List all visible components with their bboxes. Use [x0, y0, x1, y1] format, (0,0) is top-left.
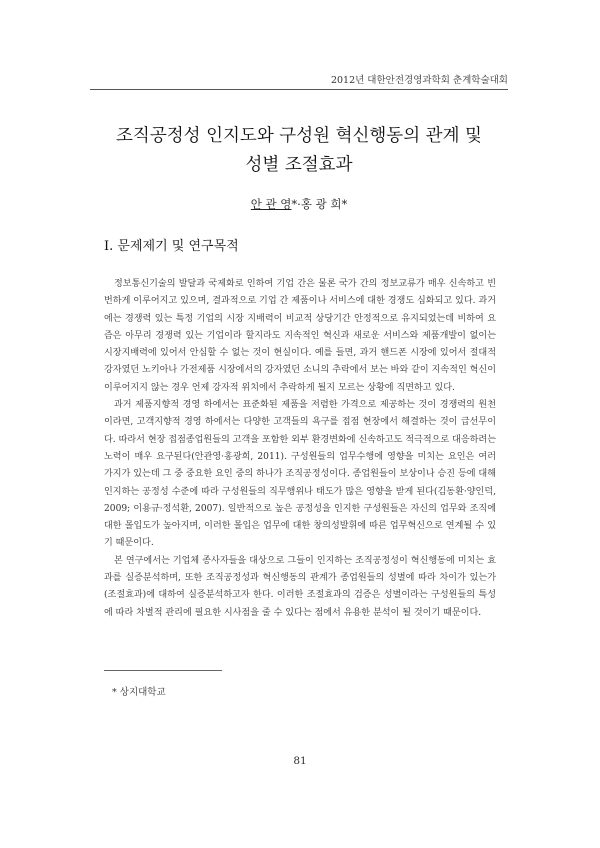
- header-rule: [90, 89, 508, 90]
- body-text: [104, 276, 496, 622]
- paragraph: 과거 제품지향적 경영 하에서는 표준화된 제품을 저렴한 가격으로 제공하는 것이 경쟁력의 원천이라면, 고객지향적 경영 하에서는 다양한 고객들의 욕구를 접점 현장에서 해결하는 것이 급선무이다. 따라서 현장 접점종업원들의 고객을 포함한 외부 환경변화에 신속하고도 적극적으로 대응하려는 노력이 매우 요구된다(안관영·홍광희, 2011). 구성원들의 업무수행에 영향을 미치는 요인은 여러 가지가 있는데 그 중 중요한 요인 중의 하나가 조직공정성이다. 종업원들이 보상이나 승진 등에 대해 인지하는 공정성 수준에 따라 구성원들의 직무행위나 태도가 많은 영향을 받게 된다(김동환·양인덕, 2009; 이용규·정석환, 2007). 일반적으로 높은 공정성을 인지한 구성원들은 자신의 업무와 조직에 대한 몰입도가 높아지며, 이러한 몰입은 업무에 대한 창의성발휘에 따른 업무혁신으로 연계될 수 있기 때문이다.: [104, 400, 496, 549]
- paragraph: 정보통신기술의 발달과 국제화로 인하여 기업 간은 물론 국가 간의 정보교류가 매우 신속하고 빈번하게 이루어지고 있으며, 결과적으로 기업 간 제품이나 서비스에 대한 경쟁도 심화되고 있다. 과거에는 경쟁력 있는 특정 기업의 시장 지배력이 비교적 상당기간 안정적으로 유지되었는데 비하여 요즘은 아무리 경쟁력 있는 기업이라 할지라도 지속적인 혁신과 새로운 서비스와 제품개발이 없이는 시장지배력에 있어서 안심할 수 없는 것이 현실이다. 예를 들면, 과거 핸드폰 시장에 있어서 절대적 강자였던 노키아나 가전제품 시장에서의 강자였던 소니의 추락에서 보는 바와 같이 지속적인 혁신이 이루어지지 않는 경우 언제 강자적 위치에서 추락하게 될지 모르는 상황에 직면하고 있다.: [104, 279, 496, 393]
- author-mark: *: [291, 197, 298, 211]
- footnote: * 상지대학교: [112, 687, 166, 698]
- footnote-rule: [104, 670, 222, 671]
- paragraph: 본 연구에서는 기업체 종사자들을 대상으로 그들이 인지하는 조직공정성이 혁신행동에 미치는 효과를 실증분석하며, 또한 조직공정성과 혁신행동의 관계가 종업원들의 성별에 따라 차이가 있는가(조절효과)에 대하여 실증분석하고자 한다. 이러한 조절효과의 검증은 성별이라는 구성원들의 특성에 따라 차별적 관리에 필요한 시사점을 줄 수 있다는 점에서 유용한 분석이 될 것이기 때문이다.: [104, 555, 496, 618]
- running-head: 2012년 대한안전경영과학회 춘계학술대회: [330, 75, 508, 86]
- title-line-2: 성별 조절효과: [245, 155, 353, 175]
- other-authors: ·홍 광 희*: [297, 197, 348, 211]
- first-author: 안 관 영: [250, 197, 292, 211]
- page-number: 81: [293, 755, 307, 767]
- author-line: [90, 196, 508, 212]
- paper-title: [90, 122, 508, 180]
- section-heading: Ⅰ. 문제제기 및 연구목적: [104, 239, 239, 254]
- title-line-1: 조직공정성 인지도와 구성원 혁신행동의 관계 및: [116, 126, 482, 146]
